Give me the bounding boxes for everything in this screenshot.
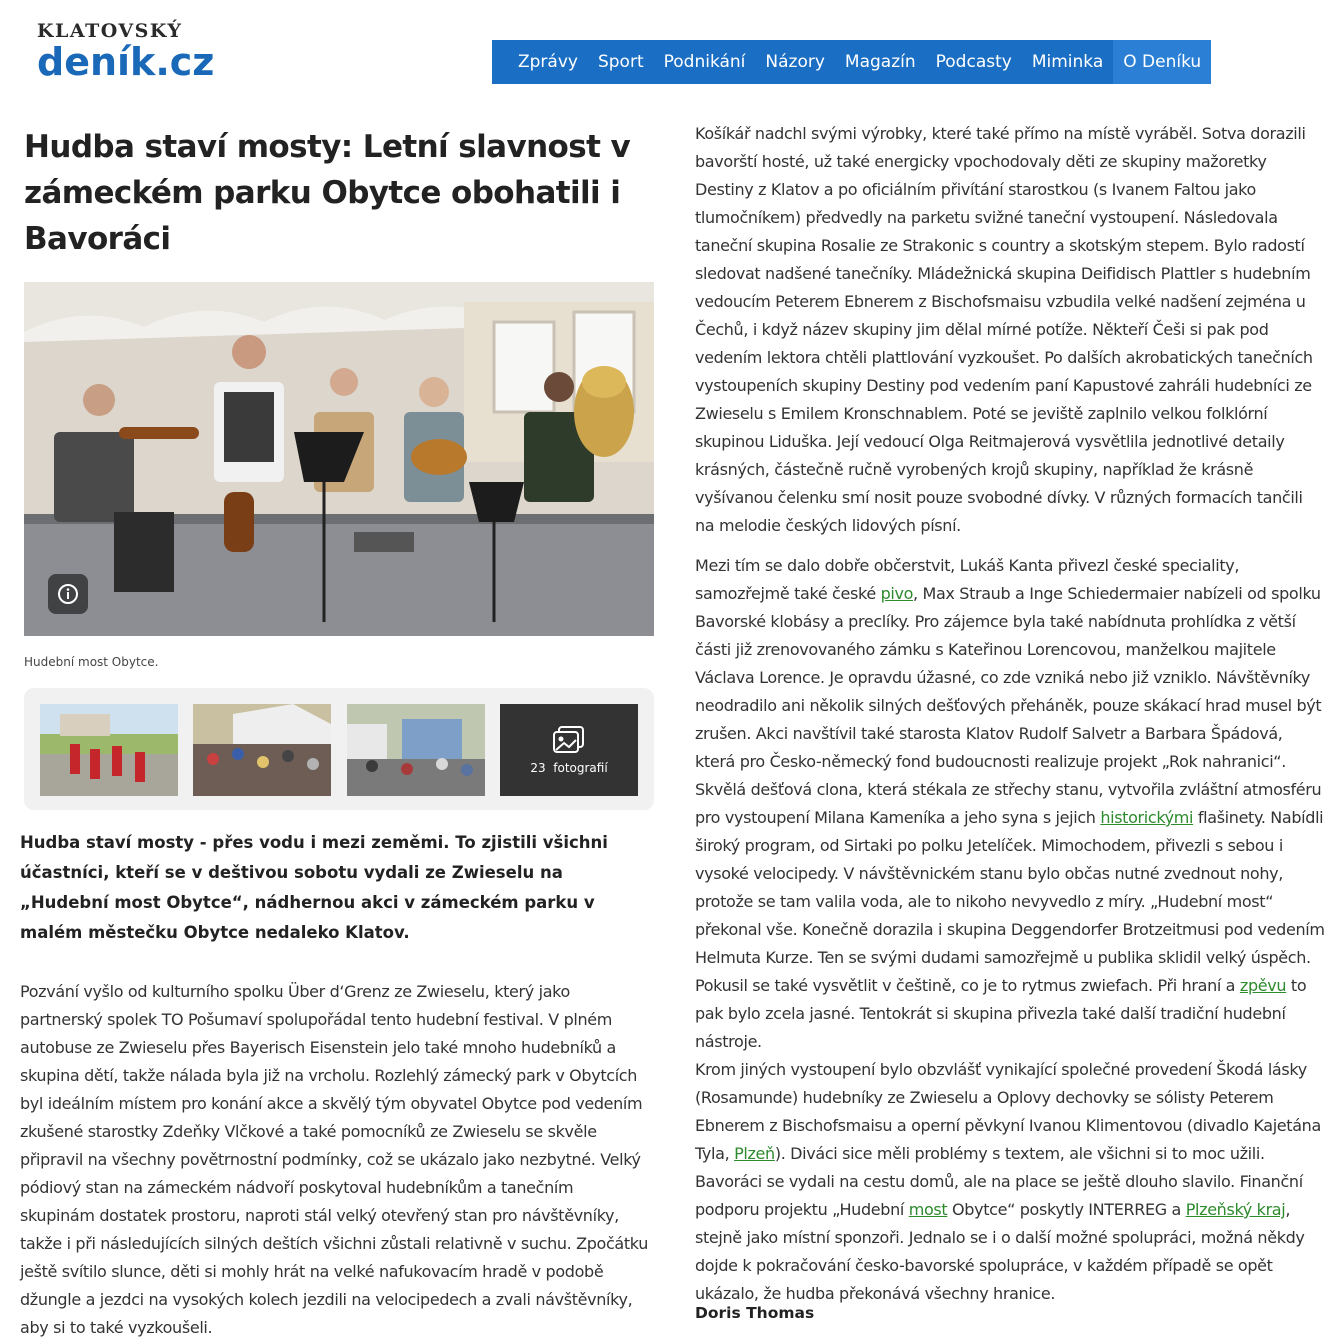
- link-pivo[interactable]: pivo: [880, 584, 914, 603]
- p2-text-3: flašinety. Nabídli široký program, od Sirtaki po polku Jetelíček. Mimochodem, přivezli s sebou i vysoké velocipedy. V návštěvnickém stanu bylo občas nutné zvednout nohy, protože se tam valila voda, ale to nikoho nevyvedlo z míry. „Hudební most“ překonal vše. Konečně dorazila i skupina Deggendorfer Brotzeitmusi pod vedením Helmuta Kurze. Ten se svými dudami samozřejmě u publika sklidil velký úspěch. Pokusil se také vysvětlit v češtině, co je to rytmus zwiefach. Při hraní a: [695, 808, 1325, 995]
- article-title: Hudba staví mosty: Letní slavnost v zámeckém parku Obytce obohatili i Bavoráci: [24, 129, 631, 257]
- article-body-right: [695, 120, 1325, 1308]
- gallery-more-photos-button[interactable]: [500, 704, 638, 796]
- photo-info-button[interactable]: [48, 574, 88, 614]
- nav-item-nazory[interactable]: Názory: [765, 52, 825, 72]
- p3-text-3: Obytce“ poskytly INTERREG a: [947, 1200, 1186, 1219]
- p2-text-2: , Max Straub a Inge Schiedermaier nabízeli od spolku Bavorské klobásy a preclíky. Pro zájemce byla také nabídnuta prohlídka z větší části již zrenovovaného zámku s Kateřinou Lorencovou, manželkou majitele Václava Lorence. Je opravdu úžasné, co zde vzniká nebo již vzniklo. Návštěvníky neodradilo ani několik silných dešťových přeháněk, pouze skákací hrad musel být zrušen. Akci navštívil také starosta Klatov Rudolf Salvetr a Barbara Špádová, která pro Česko-německý fond budoucnosti realizuje projekt „Rok nahranici“. Skvělá dešťová clona, která stékala ze střechy stanu, vytvořila zvláštní atmosféru pro vystoupení Milana Kameníka a jeho syna s jejich: [695, 584, 1322, 827]
- article-perex: Hudba staví mosty - přes vodu i mezi zeměmi. To zjistili všichni účastníci, kteří se v deštivou sobotu vydali ze Zwieselu na „Hudební most Obytce“, nádhernou akci v zámeckém parku v malém městečku Obytce nedaleko Klatov.: [20, 833, 608, 942]
- link-plzen[interactable]: Plzeň: [734, 1144, 775, 1163]
- article-author: Doris Thomas: [695, 1304, 815, 1322]
- logo-brand-text: deník.cz: [37, 40, 215, 84]
- thumb-stalls-image: [347, 704, 485, 796]
- link-most[interactable]: most: [908, 1200, 948, 1219]
- nav-item-miminka[interactable]: Miminka: [1031, 52, 1104, 72]
- nav-item-sport[interactable]: Sport: [597, 52, 644, 72]
- thumb-majorettes-image: [40, 704, 178, 796]
- nav-item-podnikani[interactable]: Podnikání: [663, 52, 746, 72]
- gallery-thumb-3[interactable]: [347, 704, 485, 796]
- link-zpevu[interactable]: zpěvu: [1239, 976, 1287, 995]
- gallery-count: 23: [530, 761, 546, 775]
- link-plzensky-kraj[interactable]: Plzeňský kraj: [1185, 1200, 1286, 1219]
- logo-region-text: KLATOVSKÝ: [37, 20, 183, 42]
- link-historickymi[interactable]: historickými: [1100, 808, 1194, 827]
- nav-item-podcasty[interactable]: Podcasty: [935, 52, 1012, 72]
- article-body-left: Pozvání vyšlo od kulturního spolku Über d‘Grenz ze Zwieselu, který jako partnerský spolek TO Pošumaví spolupořádal tento hudební festival. V plném autobuse ze Zwieselu přes Bayerisch Eisenstein jelo také mnoho hudebníků a skupina dětí, takže nálada byla již na vrcholu. Rozlehlý zámecký park v Obytcích byl ideálním místem pro konání akce a skvělý tým obyvatel Obytce pod vedením zkušené starostky Zdeňky Vlčkové a také pomocníků ze Zwieselu se skvěle připravil na všechny povětrnostní podmínky, což se ukázalo jako nezbytné. Velký pódiový stan na zámeckém nádvoří poskytoval hudebníkům a tanečním skupinám dostatek prostoru, naproti stál velký otevřený stan pro návštěvníky, takže i při následujících silných deštích všichni zůstali relativně v suchu. Zpočátku ještě svítilo slunce, děti si mohly hrát na velké nafukovacím hradě v podobě džungle a jezdci na vysokých kolech jezdili na velocipedech a zvali návštěvníky, aby si to také vyzkoušeli.: [20, 982, 649, 1337]
- main-navigation: [492, 40, 1202, 84]
- p2-text-1: Mezi tím se dalo dobře občerstvit, Lukáš Kanta přivezl české speciality, samozřejmě také české: [695, 556, 1240, 603]
- paragraph-1: Košíkář nadchl svými výrobky, které také přímo na místě vyráběl. Sotva dorazili bavorští hosté, už také energicky vpochodovaly děti ze skupiny mažoretky Destiny z Klatov a po oficiálním přivítání starostkou (s Ivanem Faltou jako tlumočníkem) předvedly na parketu svižné taneční vystoupení. Následovala taneční skupina Rosalie ze Strakonic s country a skotským stepem. Bylo radostí sledovat nadšené tanečníky. Mládežnická skupina Deifidisch Plattler s hudebním vedoucím Peterem Ebnerem z Bischofsmaisu vzbudila velké nadšení zejména u Čechů, i když název skupiny jim dělal mírné potíže. Někteří Češi si pak pod vedením lektora chtěli plattlování vyzkoušet. Po dalších akrobatických tanečních vystoupeních skupiny Destiny pod vedením paní Kapustové zahráli hudebníci ze Zwieselu s Emilem Kronschnablem. Poté se jeviště zaplnilo velkou folklórní skupinou Liduška. Její vedoucí Olga Reitmajerová vysvětlila jednotlivé detaily krásných, částečně ručně vyrobených krojů skupiny, například že krásně vyšívanou čelenku smí nosit pouze svobodné dívky. V různých formacích tančili na melodie českých lidových písní.: [695, 124, 1313, 535]
- p3-text-4: , stejně jako místní sponzoři. Jednalo se i o další možné spolupráci, možná někdy dojde k pokračování česko-bavorské spolupráce, v každém případě se opět ukázalo, že hudba překonává všechny hranice.: [695, 1200, 1305, 1303]
- gallery-thumb-1[interactable]: [40, 704, 178, 796]
- p3-text-1: Krom jiných vystoupení bylo obzvlášť vynikající společné provedení Škodá lásky (Rosamunde) hudebníky ze Zwieselu a Oplovy dechovky se sólisty Peterem Ebnerem z Bischofsmaisu a operní pěvkyní Ivanou Klimentovou (divadlo Kajetána Tyla,: [695, 1060, 1321, 1163]
- article-main-photo[interactable]: [24, 282, 654, 636]
- paragraph-3: [695, 1056, 1325, 1308]
- photo-gallery-icon: [552, 725, 586, 755]
- gallery-thumb-2[interactable]: [193, 704, 331, 796]
- info-icon: [57, 583, 79, 605]
- concert-photo-illustration: [24, 282, 654, 636]
- paragraph-2: [695, 552, 1325, 1056]
- nav-item-zpravy[interactable]: Zprávy: [518, 52, 578, 72]
- site-logo[interactable]: [37, 20, 247, 82]
- photo-caption: Hudební most Obytce.: [24, 655, 159, 669]
- nav-item-magazin[interactable]: Magazín: [844, 52, 916, 72]
- thumb-crowd-tent-image: [193, 704, 331, 796]
- p3-text-2: ). Diváci sice měli problémy s textem, ale všichni si to moc užili. Bavoráci se vydali na cestu domů, ale na place se ještě dlouho slavilo. Finanční podporu projektu „Hudební: [695, 1144, 1303, 1219]
- p2-text-4: to pak bylo zcela jasné. Tentokrát si skupina přivezla také další tradiční hudební nástroje.: [695, 976, 1307, 1051]
- gallery-count-text: [530, 761, 607, 775]
- gallery-count-label: fotografií: [553, 761, 608, 775]
- photo-gallery-strip: [24, 688, 654, 810]
- nav-item-o-deniku[interactable]: O Deníku: [1113, 40, 1211, 84]
